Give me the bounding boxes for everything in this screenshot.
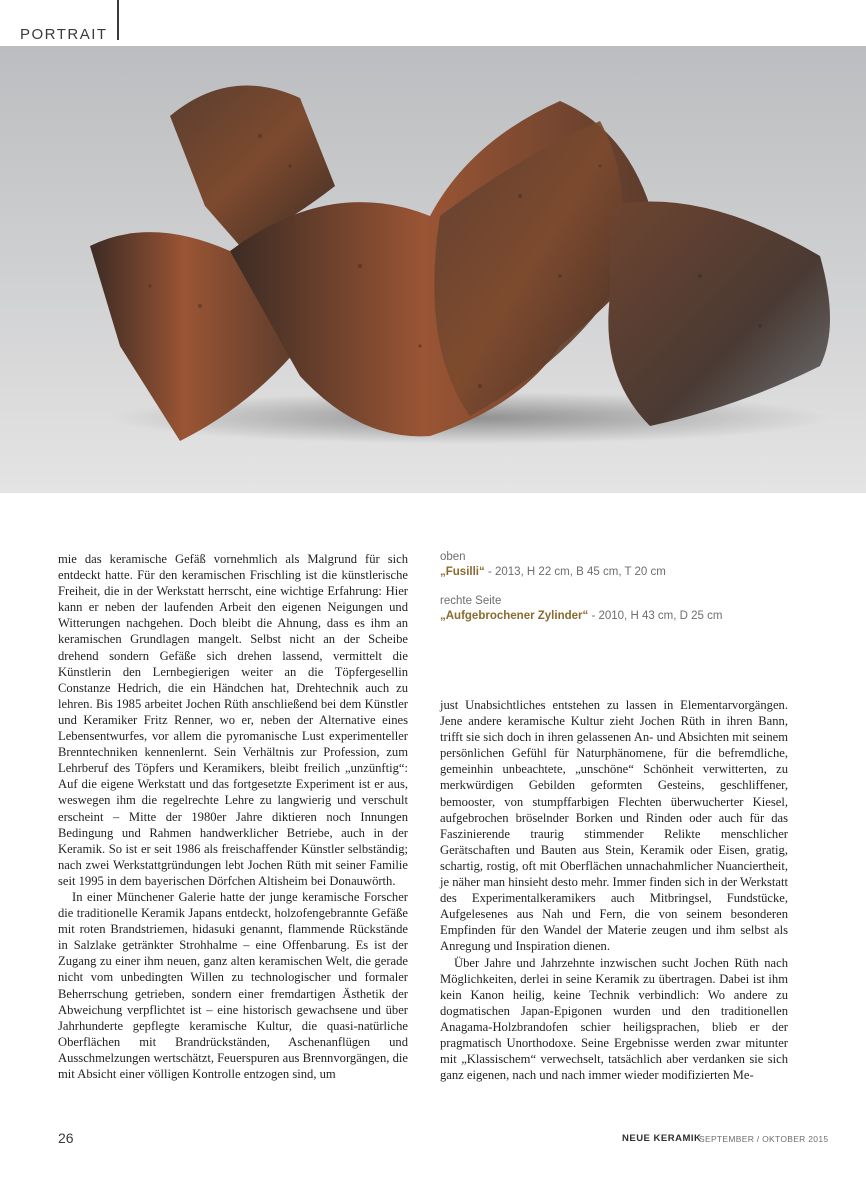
text-column-left xyxy=(58,551,408,1082)
paragraph: Über Jahre und Jahrzehnte inzwischen sucht Jochen Rüth nach Möglichkeiten, derlei in seine Keramik zu übertragen. Dabei ist ihm kein Kanon heilig, keine Technik verbindlich: Wo andere zu dogmatischen Japan-Epigonen wurden und den traditionellen Anagama-Holzbrandofen schier heiligsprachen, blieb er der pragmatisch Unorthodoxe. Seine Ergebnisse werden zwar mitunter mit „Klassischem“ verwechselt, tatsächlich aber verdanken sie sich ganz eigenen, nach und nach immer wieder modifizierten Me- xyxy=(440,955,788,1083)
page-header xyxy=(0,0,866,46)
caption-top xyxy=(440,550,840,580)
paragraph: In einer Münchener Galerie hatte der junge keramische Forscher die traditionelle Keramik Japans entdeckt, holzofengebrannte Gefäße mit roten Brandstriemen, hidasuki genannt, flammende Rückstände in Salzlake getränkter Strohhalme – eine Offenbarung. Es ist der Zugang zu einer ihm neuen, ganz alten keramischen Welt, die gerade nicht vom unbedingten Willen zu technologischer und formaler Beherrschung getrieben, sondern einer fremdartigen Ästhetik der Abweichung verpflichtet ist – eine historisch gewachsene und über Jahrhunderte gepflegte keramische Kultur, die quasi-natürliche Oberflächen mit Brandrückständen, Aschenanflügen und Ausschmelzungen wertschätzt, Feuerspuren aus Brennvorgängen, die mit Absicht einer völligen Kontrolle entzogen sind, um xyxy=(58,889,408,1081)
section-label: PORTRAIT xyxy=(20,26,108,43)
paragraph: just Unabsichtliches entstehen zu lassen in Elementarvorgängen. Jene andere keramische Kultur zieht Jochen Rüth in ihren Bann, trifft sie sich doch in ihren gelassenen An- und Absichten mit seinem persönlichen Gefühl für Naturphänomene, für die befremdliche, gemeinhin unbeachtete, „unschöne“ Schönheit verwitterten, zu merkwürdigen Gebilden geformten Gesteins, geschliffener, bemooster, von stumpffarbigen Flechten überwucherter Kiesel, aufgebrochen bröselnder Borken und Rinden oder auch für das Faszinierende traurig stimmender Relikte menschlicher Gerätschaften und Bauten aus Stein, Keramik oder Eisen, gratig, schartig, rostig, oft mit Oberflächen unnachahmlicher Nuanciertheit, je näher man hinsieht desto mehr. Immer finden sich in der Werkstatt des Experimentalkeramikers auch Mitbringsel, Fundstücke, Aufgelesenes aus Nah und Fern, die von seinem besonderen Empfinden für den Wandel der Materie zeugen und ihm selbst als Anregung und Inspiration dienen. xyxy=(440,698,788,954)
caption-line xyxy=(440,609,840,624)
sculpture-photo xyxy=(0,46,866,493)
paragraph: mie das keramische Gefäß vornehmlich als Malgrund für sich entdeckt hatte. Für den keramischen Frischling ist die künstlerische Freiheit, die in der Werkstatt herrscht, eine wichtige Erfahrung: Hier kann er neben der laufenden Arbeit den eigenen Neigungen und Witterungen nachgehen. Doch bleibt die Ahnung, dass es ihm an keramischen Grundlagen mangelt. Selbst nicht an der Scheibe drehend sondern Gefäße sich drehen lassend, vermittelt die Künstlerin den Lernbegierigen weiter an die Töpfergesellin Constanze Hedrich, die ein Händchen hat, Drehtechnik auch zu lehren. Bis 1985 arbeitet Jochen Rüth anschließend bei dem Künstler und Keramiker Fritz Renner, wo er, neben der Alternative eines Lebensentwurfes, vor allem die pyromanische Lust experimenteller Brenntechniken kennenlernt. Sein Verhältnis zur Profession, zum Lehrberuf des Töpfers und Keramikers, bleibt freilich „unzünftig“: Auf die eigene Werkstatt und das fortgesetzte Experiment ist er aus, weswegen ihm die regelrechte Lehre zu langwierig und verschult erscheint – Mitte der 1980er Jahre diktieren noch Innungen Bedingung und Rahmen handwerklicher Betriebe, auch in der Keramik. So ist er seit 1986 als freischaffender Künstler selbständig; nach zwei Werkstattgründungen lebt Jochen Rüth mit seiner Familie seit 1995 in dem bayerischen Dörfchen Altisheim bei Donauwörth. xyxy=(58,552,408,888)
caption-title: „Aufgebrochener Zylinder“ xyxy=(440,610,589,622)
issue-date: SEPTEMBER / OKTOBER 2015 xyxy=(699,1134,829,1144)
caption-title: „Fusilli“ xyxy=(440,566,485,578)
sculpture-fusilli-image xyxy=(0,46,866,493)
text-column-right xyxy=(440,697,788,1083)
magazine-name: NEUE KERAMIK xyxy=(622,1133,702,1144)
page-footer xyxy=(0,1128,866,1158)
caption-position: oben xyxy=(440,551,466,563)
caption-line xyxy=(440,565,840,580)
caption-right-page xyxy=(440,594,840,624)
header-divider xyxy=(117,0,119,40)
photo-captions xyxy=(440,550,840,638)
caption-details: - 2010, H 43 cm, D 25 cm xyxy=(588,610,723,622)
page-number: 26 xyxy=(58,1130,74,1146)
caption-position: rechte Seite xyxy=(440,595,502,607)
caption-details: - 2013, H 22 cm, B 45 cm, T 20 cm xyxy=(484,566,666,578)
